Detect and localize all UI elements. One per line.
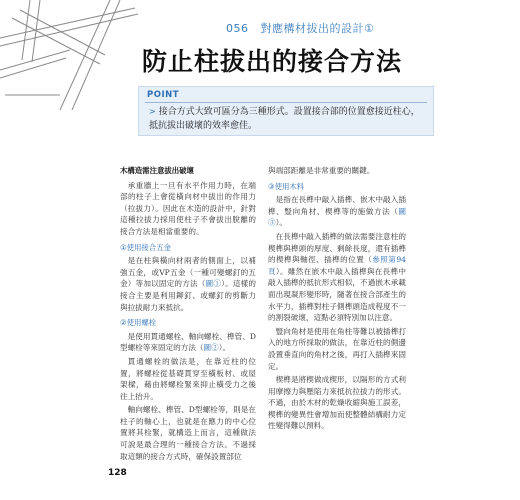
figure-ref: 圖① — [205, 279, 222, 289]
right-column — [268, 165, 406, 434]
left-column — [120, 165, 256, 464]
paragraph-vertical-member: 豎向角材是使用在角柱等難以被插榫打入的地方所採取的做法，在靠近柱的側邊設置垂直向的角材之後，再打入插榫來固定。 — [268, 326, 406, 371]
arrow-icon: > — [149, 107, 156, 116]
subheading-timber: ③使用木料 — [268, 181, 305, 191]
page-number: 128 — [108, 468, 127, 478]
point-label: POINT — [147, 90, 180, 100]
figure-ref: 圖③ — [268, 206, 406, 228]
point-text — [149, 105, 424, 133]
paragraph-wedge: 楔榫是將楔做成楔形，以隔形的方式利用摩擦力與壓陷力來抵抗拉拔力的形式。不過，由於木材的乾燥收縮與施工誤差，楔榫的變異性會增加而使整體結構耐力定性變得難以預料。 — [268, 375, 406, 431]
page-ref: 參照第94頁 — [268, 255, 406, 276]
paragraph-through-bolt: 貫通螺栓的做法是，在靠近柱的位置，將螺栓從基礎貫穿至橫板材、或屋架樑，藉由將螺栓緊來抑止橫受力之後往上抬升。 — [120, 356, 256, 401]
page-title: 防止柱拔出的接合方法 — [142, 47, 403, 76]
subheading-bolts: ②使用螺栓 — [120, 318, 157, 328]
point-box — [138, 86, 434, 136]
section-kicker-text: 對應構材拔出的設計① — [260, 22, 375, 35]
paragraph-tenon-pin: 在長榫中敲入插榫的做法需要注意柱的楔榫與榫頭的厚度、剩餘長度，還有插榫的楔榫與軸徑、插榫的位置（參照第94頁）。雖然在嵌木中敲入插榫與在長榫中敲入插榫的抵抗形式相似，不過嵌木承載面出現凝形變形時，隨著在接合部產生的水平力，插榫對柱子側榫頭造成程度不一的割裂破壞，這點必須特別加以注意。 — [268, 231, 407, 323]
section-number: 056 — [226, 22, 249, 35]
intro-paragraph: 承重牆上一旦有水平作用力時，在端部的柱子上會從橫向材中拔出的作用力（拉拔力）。因此在木造的設計中，針對這種拉拔力採用使柱子不會拔出脫離的接合方法是相當重要的。 — [120, 180, 256, 236]
paragraph-timber: 是指在長榫中敲入插榫、嵌木中敲入插榫、豎向角材、楔榫等的施做方法（圖③）。 — [268, 195, 406, 228]
point-divider — [145, 102, 427, 103]
paragraph-continuation: 與端部距離是非常重要的關鍵。 — [268, 166, 375, 175]
point-body: 接合方式大致可區分為三種形式。設置接合部的位置愈接近柱心，抵抗拔出破壞的效率愈佳。 — [149, 107, 420, 131]
paragraph-axial-bolt: 軸向螺栓、榫管、D型螺栓等，則是在柱子的軸心上，也就是在應力的中心位置將其栓緊，就構造上而言，這種做法可說是最合理的一種接合方法。不過採取這類的接合方式時，確保設置部位 — [120, 405, 256, 461]
section-heading: 木構造需注意拔出破壞 — [120, 166, 194, 175]
figure-ref: 圖② — [203, 343, 219, 353]
subheading-hardware: ①使用接合五金 — [120, 242, 171, 252]
paragraph-bolts: 是使用貫通螺栓、軸向螺栓、榫管、D型螺栓等來固定的方法（圖②）。 — [120, 331, 256, 353]
section-kicker — [226, 20, 374, 36]
timber-frame-illustration — [0, 0, 150, 110]
paragraph-hardware: 是在柱與橫向材兩者的側面上，以補強五金，或VP五金（一種可變螺釘的五金）等加以固定的方法（圖①）。這樣的接合主要是利用鉚釘、或螺釘的剪斷力與拉拔耐力來抵抗。 — [120, 256, 257, 312]
